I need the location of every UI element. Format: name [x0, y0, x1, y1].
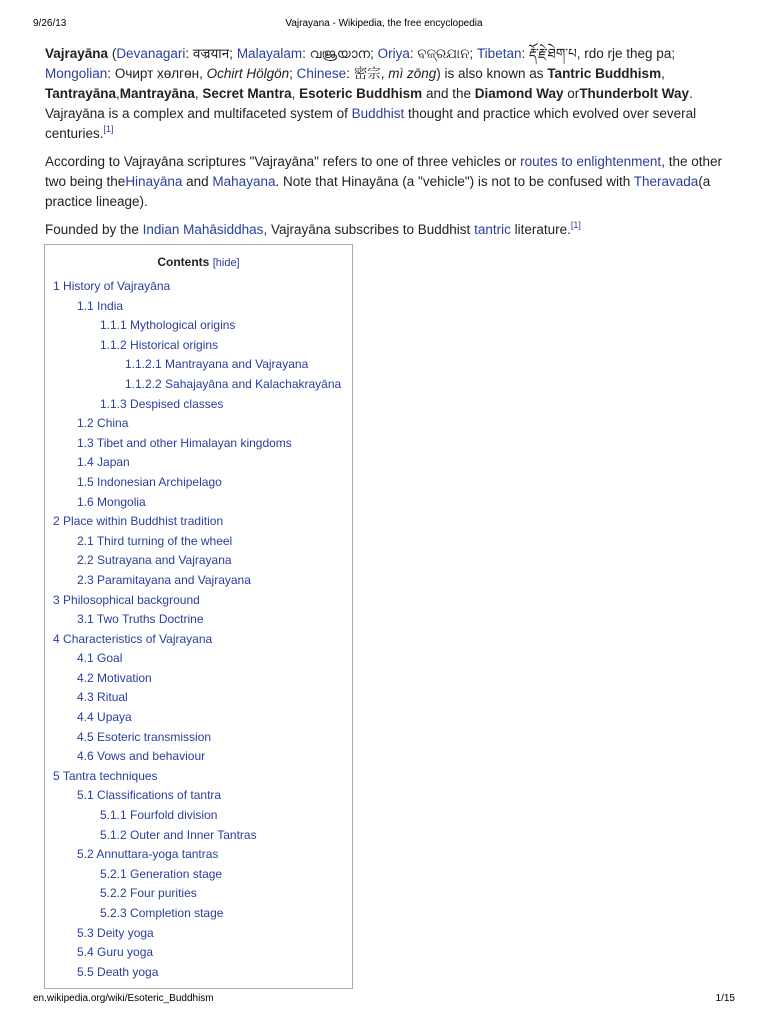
toc-label: Characteristics of Vajrayana — [63, 631, 213, 646]
toc-label: Mythological origins — [130, 318, 236, 333]
toc-item — [45, 963, 352, 983]
toc-item — [45, 591, 352, 611]
toc-number: 5.2.1 — [100, 866, 127, 881]
chinese-pinyin: mì zōng — [388, 66, 437, 81]
toc-link[interactable] — [53, 632, 212, 646]
toc-item — [45, 414, 352, 434]
toc-number: 4.2 — [77, 670, 94, 685]
name-secret-mantra: Secret Mantra — [202, 86, 292, 101]
toc-number: 4.6 — [77, 749, 94, 764]
toc-item — [45, 355, 352, 375]
malayalam-text: വജ്രയാന — [309, 46, 371, 61]
toc-item — [45, 434, 352, 454]
toc-link[interactable] — [77, 299, 123, 313]
toc-number: 4 — [53, 631, 60, 646]
toc-link[interactable] — [100, 397, 223, 411]
toc-item — [45, 551, 352, 571]
toc-label: Upaya — [97, 710, 132, 725]
toc-item — [45, 336, 352, 356]
toc-item — [45, 826, 352, 846]
mongolian-latin: Ochirt Hölgön — [206, 66, 290, 81]
toc-label: China — [97, 416, 129, 431]
name-esoteric-buddhism: Esoteric Buddhism — [299, 86, 423, 101]
toc-number: 2.3 — [77, 572, 94, 587]
toc-label: Deity yoga — [97, 925, 154, 940]
founded-text-a: Founded by the — [45, 222, 139, 237]
toc-item — [45, 688, 352, 708]
toc-item — [45, 493, 352, 513]
link-hinayana[interactable]: Hinayāna — [125, 174, 183, 189]
toc-item — [45, 571, 352, 591]
devanagari-text: वज्रयान — [192, 46, 230, 61]
toc-link[interactable] — [77, 651, 122, 665]
toc-number: 3 — [53, 592, 60, 607]
name-tantric-buddhism: Tantric Buddhism — [547, 66, 662, 81]
toc-link[interactable] — [125, 357, 308, 371]
toc-label: History of Vajrayāna — [63, 279, 171, 293]
toc-item — [45, 473, 352, 493]
toc-number: 5.1.2 — [100, 827, 127, 842]
toc-item — [45, 924, 352, 944]
toc-number: 1.1 — [77, 298, 94, 313]
toc-label: Completion stage — [130, 906, 224, 920]
toc-label: Philosophical background — [63, 592, 200, 607]
toc-link[interactable] — [77, 436, 292, 450]
toc-link[interactable] — [77, 965, 158, 979]
intro-sentence-b: thought and practice which evolved over several centuries. — [45, 106, 697, 141]
toc-label: Tibet and other Himalayan kingdoms — [96, 435, 292, 450]
toc-number: 5.1 — [77, 788, 94, 803]
vehicles-text-a: According to Vajrayāna scriptures "Vajrayāna" refers to one of three vehicles or — [45, 154, 517, 169]
toc-link[interactable] — [77, 573, 251, 587]
toc-number: 5.2 — [77, 847, 94, 862]
toc-link[interactable] — [77, 749, 205, 763]
toc-item — [45, 728, 352, 748]
intro-sentence-a: . Vajrayāna is a complex and multifaceted system of — [45, 86, 693, 121]
toc-number: 1.1.2.2 — [125, 376, 162, 391]
toc-number: 1 — [53, 279, 60, 293]
toc-link[interactable] — [53, 769, 158, 783]
toc-item — [45, 532, 352, 552]
toc-label: Guru yoga — [97, 945, 154, 960]
name-mantrayana: Mantrayāna — [119, 86, 195, 101]
toc-item — [45, 845, 352, 865]
toc-item — [45, 297, 352, 317]
vehicles-text-e: (a practice lineage). — [45, 174, 711, 209]
tibetan-wylie: rdo rje theg pa — [584, 46, 672, 61]
toc-label: Despised classes — [130, 396, 224, 411]
article-term: Vajrayāna — [45, 46, 109, 61]
toc-label: Ritual — [97, 690, 128, 705]
link-buddhist[interactable]: Buddhist — [351, 106, 405, 121]
toc-label: Indonesian Archipelago — [97, 474, 222, 489]
toc-link[interactable] — [100, 318, 235, 332]
toc-item — [45, 884, 352, 904]
toc-number: 1.5 — [77, 474, 94, 489]
toc-number: 2 — [53, 514, 60, 529]
toc-link[interactable] — [77, 671, 152, 685]
link-mahayana[interactable]: Mahayana — [212, 174, 276, 189]
toc-link[interactable] — [77, 455, 130, 469]
founded-text-b: , Vajrayāna subscribes to Buddhist — [263, 222, 471, 237]
toc-number: 3.1 — [77, 612, 94, 627]
toc-number: 5.2.3 — [100, 906, 127, 920]
table-of-contents — [44, 244, 353, 989]
print-header — [0, 18, 768, 32]
toc-number: 1.1.3 — [100, 396, 127, 411]
toc-number: 1.6 — [77, 494, 94, 509]
toc-link[interactable] — [77, 475, 222, 489]
intro-paragraph: Vajrayāna (Devanagari: वज्रयान; Malayalam: വജ്രയാന; Oriya: ବଜ୍ରଯାନ; Tibetan: རྡོ་རྗེ་ཐེག་པ, rdo rje theg pa; Mongolian: Очирт хөлгөн, Ochirt Hölgön; Chinese: 密宗, mì zōng) is also known as Tantric Buddhism, Tantrayāna,Mantrayāna, Secret Mantra, Esoteric Buddhism and the Diamond Way orThunderbolt Way. Vajrayāna is a complex and multifaceted system of Buddhist thought and practice which evolved over several centuries.[1] — [45, 46, 697, 141]
toc-item — [45, 375, 352, 395]
toc-label: Vows and behaviour — [97, 749, 206, 764]
toc-label: Generation stage — [130, 866, 223, 881]
name-thunderbolt-way: Thunderbolt Way — [579, 86, 690, 101]
toc-link[interactable] — [100, 338, 218, 352]
vehicles-text-d: . Note that Hinayāna (a "vehicle") is not to be confused with — [275, 174, 631, 189]
link-chinese[interactable]: Chinese — [296, 66, 347, 81]
toc-label: Classifications of tantra — [97, 788, 222, 803]
toc-label: Esoteric transmission — [97, 729, 212, 744]
toc-link[interactable] — [77, 710, 132, 724]
toc-link[interactable] — [77, 847, 218, 861]
link-oriya[interactable]: Oriya — [377, 46, 410, 61]
toc-label: Sahajayāna and Kalachakrayāna — [165, 376, 342, 391]
toc-label: Mongolia — [97, 494, 146, 509]
toc-label: Place within Buddhist tradition — [63, 514, 224, 529]
toc-item — [45, 395, 352, 415]
toc-link[interactable] — [100, 828, 257, 842]
toc-item — [45, 865, 352, 885]
chinese-text: 密宗 — [353, 66, 381, 81]
toc-item — [45, 904, 352, 924]
print-page-number: 1/15 — [715, 993, 735, 1004]
link-devanagari[interactable]: Devanagari — [116, 46, 186, 61]
toc-item — [45, 806, 352, 826]
toc-link[interactable] — [53, 279, 170, 293]
toc-header — [45, 245, 352, 277]
link-tantric[interactable]: tantric — [474, 222, 511, 237]
toc-item — [45, 610, 352, 630]
toc-number: 1.2 — [77, 416, 94, 431]
link-malayalam[interactable]: Malayalam — [236, 46, 303, 61]
toc-link[interactable] — [77, 495, 146, 509]
tibetan-text: རྡོ་རྗེ་ཐེག་པ — [528, 46, 577, 61]
toc-number: 1.4 — [77, 455, 94, 470]
reference-1[interactable]: [1] — [103, 124, 114, 134]
toc-number: 1.1.2.1 — [125, 357, 162, 372]
toc-link[interactable] — [53, 514, 223, 528]
toc-hide-toggle[interactable]: [hide] — [212, 257, 240, 269]
link-mongolian[interactable]: Mongolian — [45, 66, 108, 81]
toc-number: 1.3 — [77, 435, 94, 450]
toc-label: Paramitayana and Vajrayana — [97, 572, 251, 587]
toc-label: Annuttara-yoga tantras — [96, 847, 219, 862]
vehicles-text-b: , the other two being the — [45, 154, 722, 189]
reference-1-b[interactable]: [1] — [570, 220, 581, 230]
toc-number: 2.2 — [77, 553, 94, 568]
print-footer — [0, 993, 768, 1007]
toc-label: Goal — [97, 651, 123, 666]
toc-number: 4.3 — [77, 690, 94, 705]
toc-label: Fourfold division — [130, 808, 218, 823]
toc-link[interactable] — [77, 788, 221, 802]
toc-link[interactable] — [77, 945, 153, 959]
toc-label: Sutrayana and Vajrayana — [97, 553, 232, 568]
link-tibetan[interactable]: Tibetan — [476, 46, 522, 61]
toc-list — [45, 277, 352, 982]
founded-text-c: literature. — [514, 222, 571, 237]
toc-link[interactable] — [100, 906, 223, 920]
or-text: or — [567, 86, 580, 101]
toc-item — [45, 669, 352, 689]
toc-number: 1.1.2 — [100, 337, 127, 352]
toc-label: Death yoga — [97, 964, 159, 979]
toc-link[interactable] — [100, 867, 222, 881]
toc-label: Mantrayana and Vajrayana — [165, 357, 309, 372]
toc-number: 1.1.1 — [100, 318, 127, 333]
also-known-text: is also known as — [444, 66, 544, 81]
name-diamond-way: Diamond Way — [474, 86, 564, 101]
toc-link[interactable] — [77, 730, 211, 744]
article-body — [45, 44, 735, 248]
link-routes-to-enlightenment[interactable]: routes to enlightenment — [520, 154, 662, 169]
toc-label: Outer and Inner Tantras — [130, 827, 257, 842]
and-the-text: and the — [425, 86, 471, 101]
toc-number: 4.1 — [77, 651, 94, 666]
toc-item — [45, 943, 352, 963]
toc-label: Tantra techniques — [62, 768, 158, 783]
print-date: 9/26/13 — [33, 18, 67, 29]
toc-number: 5.5 — [77, 964, 94, 979]
print-page-title: Vajrayana - Wikipedia, the free encyclopedia — [285, 18, 483, 29]
toc-link[interactable] — [100, 886, 197, 900]
toc-link[interactable] — [53, 593, 200, 607]
vehicles-paragraph — [45, 152, 735, 212]
toc-number: 5.1.1 — [100, 808, 127, 823]
toc-item — [45, 649, 352, 669]
toc-number: 5.3 — [77, 925, 94, 940]
toc-link[interactable] — [77, 612, 204, 626]
toc-link[interactable] — [125, 377, 341, 391]
toc-label: Third turning of the wheel — [96, 533, 233, 548]
vehicles-text-c: and — [186, 174, 209, 189]
toc-item — [45, 630, 352, 650]
toc-label: Two Truths Doctrine — [96, 612, 204, 627]
founded-paragraph — [45, 220, 735, 240]
toc-item — [45, 277, 352, 297]
toc-link[interactable] — [77, 926, 154, 940]
toc-item — [45, 453, 352, 473]
toc-number: 5.2.2 — [100, 886, 127, 901]
toc-title: Contents — [157, 255, 210, 269]
toc-label: India — [97, 298, 124, 313]
toc-label: Historical origins — [130, 337, 219, 352]
toc-item — [45, 512, 352, 532]
toc-number: 4.4 — [77, 710, 94, 725]
toc-link[interactable] — [77, 553, 232, 567]
print-url: en.wikipedia.org/wiki/Esoteric_Buddhism — [33, 993, 214, 1004]
toc-label: Four purities — [130, 886, 197, 901]
name-tantrayana: Tantrayāna — [45, 86, 117, 101]
oriya-text: ବଜ୍ରଯାନ — [417, 46, 470, 61]
toc-item — [45, 786, 352, 806]
toc-item — [45, 747, 352, 767]
toc-number: 2.1 — [77, 533, 94, 548]
link-theravada[interactable]: Theravada — [633, 174, 699, 189]
toc-link[interactable] — [77, 690, 128, 704]
toc-number: 5 — [53, 768, 60, 783]
toc-label: Motivation — [97, 670, 152, 685]
toc-link[interactable] — [77, 534, 232, 548]
toc-item — [45, 708, 352, 728]
toc-link[interactable] — [77, 416, 128, 430]
toc-number: 4.5 — [77, 729, 94, 744]
toc-label: Japan — [97, 455, 130, 470]
link-indian-mahasiddhas[interactable]: Indian Mahāsiddhas — [142, 222, 264, 237]
mongolian-text: Очирт хөлгөн — [114, 66, 200, 81]
toc-item — [45, 316, 352, 336]
toc-link[interactable] — [100, 808, 217, 822]
toc-number: 5.4 — [77, 945, 94, 960]
toc-item — [45, 767, 352, 787]
